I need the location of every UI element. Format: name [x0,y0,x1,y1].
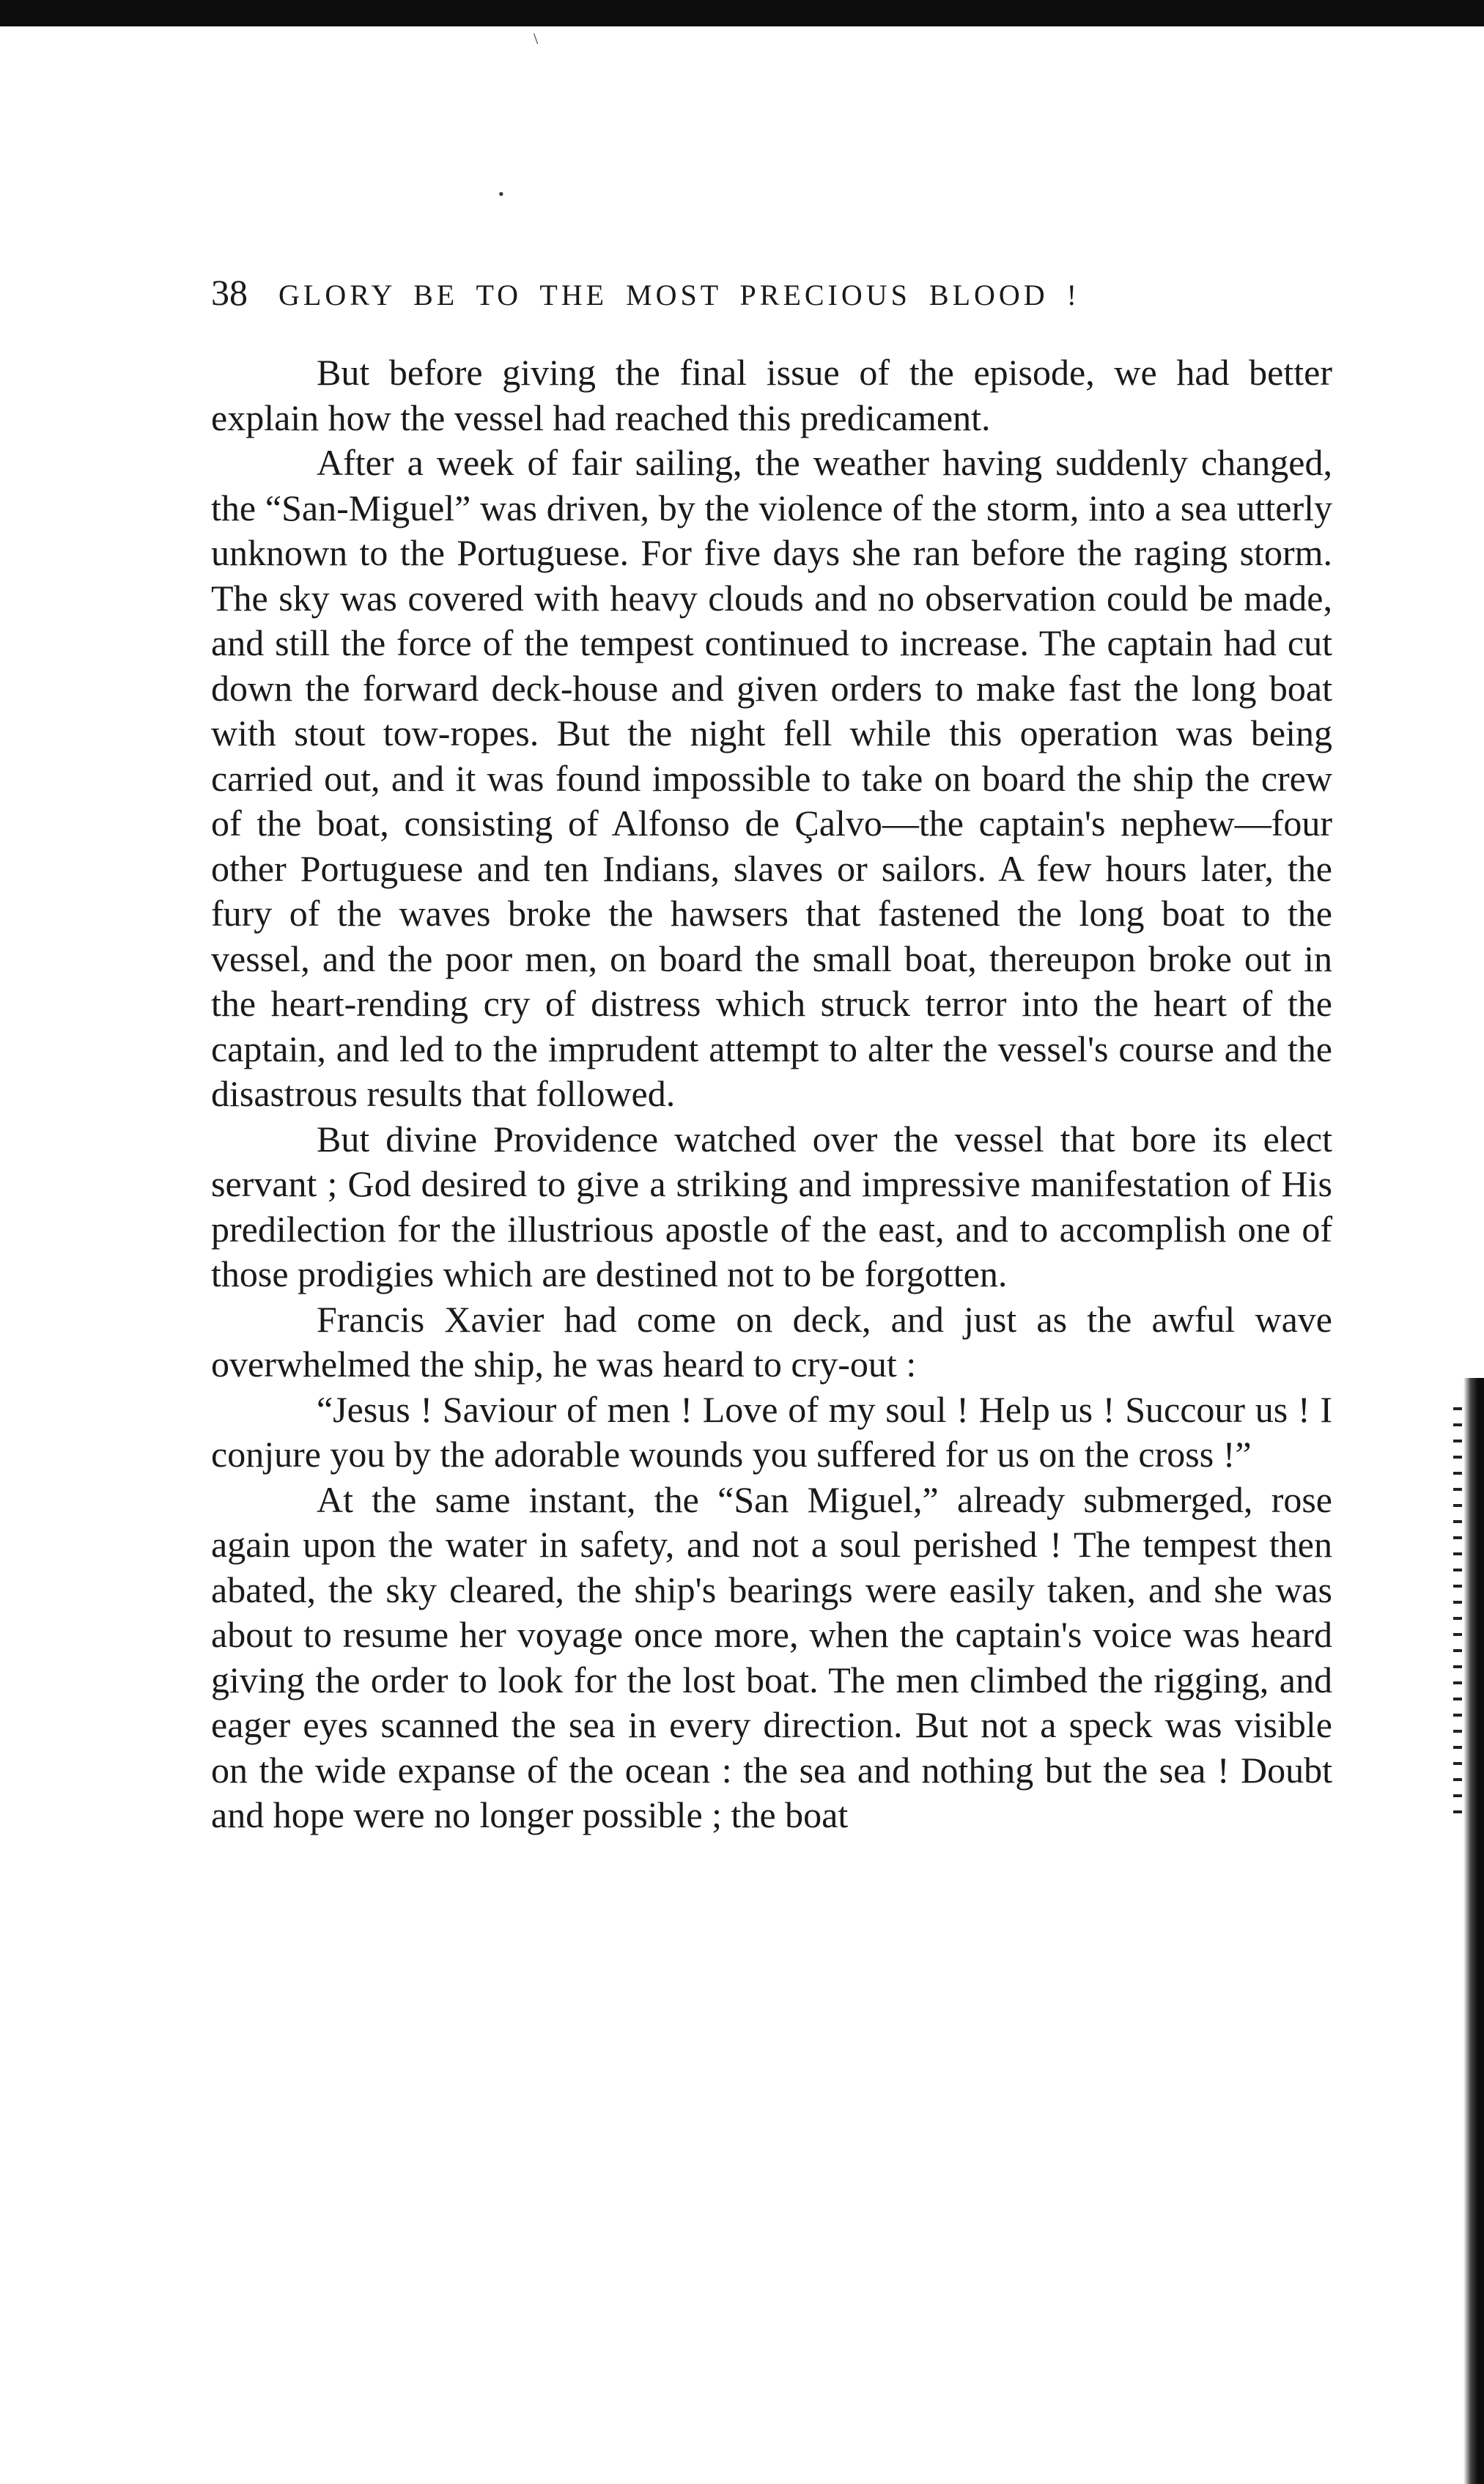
page-edge-shadow [1463,1378,1484,2484]
running-header [211,271,1332,330]
page-number: 38 [211,272,248,313]
scan-speck: • [498,185,504,203]
book-page [211,271,1332,1838]
paragraph: Francis Xavier had come on deck, and just as the awful wave overwhelmed the ship, he was heard to cry-out : [211,1298,1332,1385]
paragraph: But divine Providence watched over the vessel that bore its elect servant ; God desired to give a striking and impressive manifestation of His predilection for the illustrious apostle of the east, and to accomplish one of those prodigies which are destined not to be forgotten. [211,1118,1332,1294]
paragraph: “Jesus ! Saviour of men ! Love of my soul ! Help us ! Succour us ! I conjure you by the adorable wounds you suffered for us on the cross !” [211,1388,1332,1475]
paragraph: At the same instant, the “San Miguel,” already submerged, rose again upon the water in safety, and not a soul perished ! The tempest then abated, the sky cleared, the ship's bearings were easily taken, and she was about to resume her voyage once more, when the captain's voice was heard giving the order to look for the lost boat. The men climbed the rigging, and eager eyes scanned the sea in every direction. But not a speck was visible on the wide expanse of the ocean : the sea and nothing but the sea ! Doubt and hope were no longer possible ; the boat [211,1478,1332,1835]
page-edge-marks [1453,1407,1462,1818]
scan-speck: \ [534,29,539,48]
running-title: GLORY BE TO THE MOST PRECIOUS BLOOD ! [278,279,1080,312]
paragraph: But before giving the final issue of the episode, we had better explain how the vessel had reached this predicament. [211,352,1332,438]
body-text [211,350,1332,1838]
paragraph: After a week of fair sailing, the weather having suddenly changed, the “San-Miguel” was driven, by the violence of the storm, into a sea utterly unknown to the Portuguese. For five days she ran before the raging storm. The sky was covered with heavy clouds and no observation could be made, and still the force of the tempest continued to increase. The captain had cut down the forward deck-house and given orders to make fast the long boat with stout tow-ropes. But the night fell while this operation was being carried out, and it was found impossible to take on board the ship the crew of the boat, consisting of Alfonso de Çalvo—the captain's nephew—four other Portuguese and ten Indians, slaves or sailors. A few hours later, the fury of the waves broke the hawsers that fastened the long boat to the vessel, and the poor men, on board the small boat, thereupon broke out in the heart-rending cry of distress which struck terror into the heart of the captain, and led to the imprudent attempt to alter the vessel's course and the disastrous results that followed. [211,442,1332,1114]
top-border-rule [0,0,1484,26]
